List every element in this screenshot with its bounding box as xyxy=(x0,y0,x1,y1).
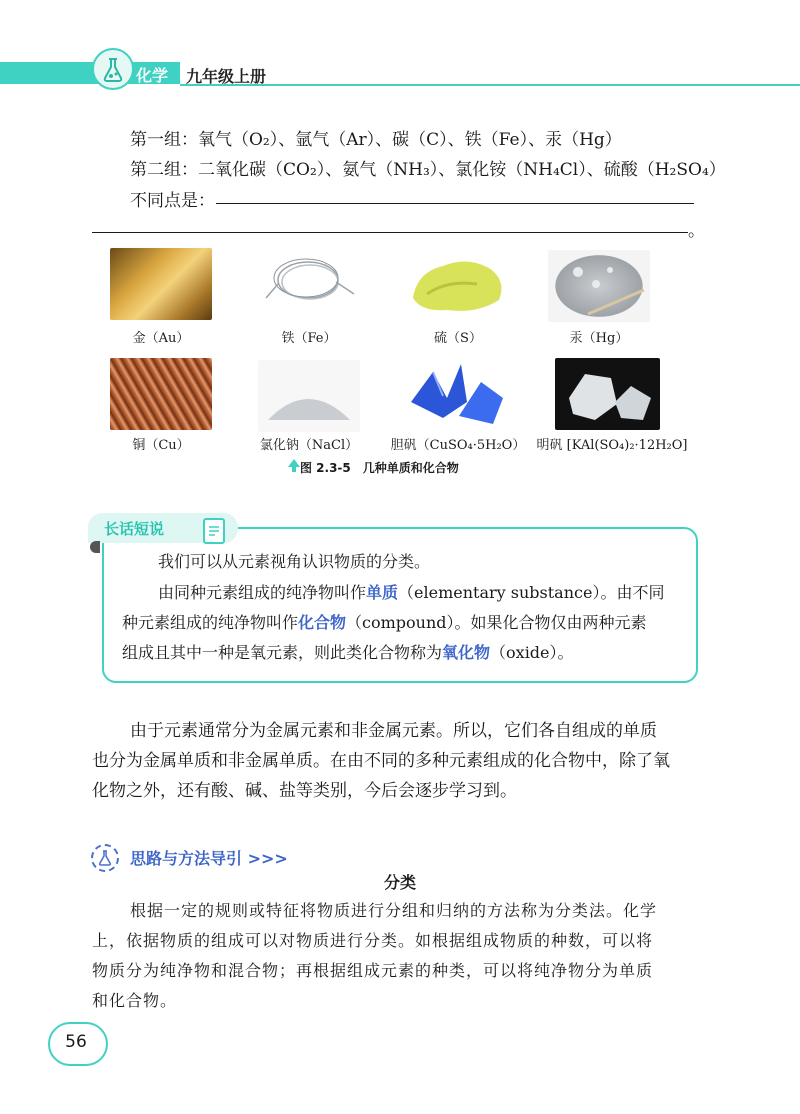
body-line-2: 也分为金属单质和非金属单质。在由不同的多种元素组成的化合物中，除了氧 xyxy=(92,751,670,771)
method-line-3: 物质分为纯净物和混合物；再根据组成元素的种类，可以将纯净物分为单质 xyxy=(92,961,654,980)
method-line-2: 上，依据物质的组成可以对物质进行分类。如根据组成物质的种数，可以将 xyxy=(92,931,654,950)
alum-photo xyxy=(555,358,660,430)
summary-p1: 我们可以从元素视角认识物质的分类。 xyxy=(158,552,431,571)
copper-photo xyxy=(110,358,212,430)
caption-mercury: 汞（Hg） xyxy=(569,331,629,346)
clipboard-icon xyxy=(203,518,225,544)
caption-copper: 铜（Cu） xyxy=(132,438,190,453)
method-heading: 分类 xyxy=(383,873,416,892)
exercise-group1: 第一组：氧气（O₂）、氩气（Ar）、碳（C）、铁（Fe）、汞（Hg） xyxy=(130,130,622,150)
method-line-4: 和化合物。 xyxy=(92,991,178,1010)
figure-caption: 图 2.3-5 几种单质和化合物 xyxy=(300,461,459,475)
keyword-oxide: 氧化物 xyxy=(442,643,491,662)
blue-vitriol-photo xyxy=(403,358,511,430)
caption-sulfur: 硫（S） xyxy=(434,331,482,346)
salt-photo xyxy=(258,360,360,432)
summary-p3: 种元素组成的纯净物叫作化合物（compound）。如果化合物仅由两种元素 xyxy=(122,613,647,632)
summary-p4: 组成且其中一种是氧元素，则此类化合物称为氧化物（oxide）。 xyxy=(122,643,574,662)
subject-label: 化学 xyxy=(136,66,169,85)
method-line-1: 根据一定的规则或特征将物质进行分组和归纳的方法称为分类法。化学 xyxy=(130,901,658,920)
header-rule xyxy=(180,84,800,86)
caption-iron: 铁（Fe） xyxy=(281,331,337,346)
flask-logo-icon xyxy=(92,48,134,90)
summary-tab-label: 长话短说 xyxy=(104,520,165,538)
keyword-elementary-substance: 单质 xyxy=(366,583,399,602)
caption-alum: 明矾 [KAl(SO₄)₂·12H₂O] xyxy=(536,438,688,453)
end-mark: 。 xyxy=(688,221,705,241)
exercise-group2: 第二组：二氧化碳（CO₂）、氨气（NH₃）、氯化铵（NH₄Cl）、硫酸（H₂SO₄） xyxy=(130,160,726,180)
grade-label: 九年级上册 xyxy=(186,67,267,86)
answer-blank-2[interactable] xyxy=(92,232,688,233)
answer-blank-1[interactable] xyxy=(216,203,694,204)
figure-arrow-icon xyxy=(288,459,300,467)
iron-wire-photo xyxy=(258,250,360,322)
mercury-photo xyxy=(548,250,650,322)
method-guide-title: 思路与方法导引 >>> xyxy=(130,849,288,868)
body-line-3: 化物之外，还有酸、碱、盐等类别，今后会逐步学习到。 xyxy=(92,781,517,801)
difference-label: 不同点是： xyxy=(130,191,215,211)
page-number: 56 xyxy=(65,1032,87,1052)
method-guide-icon xyxy=(91,844,119,872)
sulfur-photo xyxy=(407,250,509,322)
tab-notch xyxy=(90,541,100,553)
caption-gold: 金（Au） xyxy=(132,331,190,346)
gold-photo xyxy=(110,248,212,320)
body-line-1: 由于元素通常分为金属元素和非金属元素。所以，它们各自组成的单质 xyxy=(130,721,657,741)
summary-p2: 由同种元素组成的纯净物叫作单质（elementary substance）。由不同 xyxy=(158,583,665,602)
caption-blue-vitriol: 胆矾（CuSO₄·5H₂O） xyxy=(390,438,526,453)
caption-sodium-chloride: 氯化钠（NaCl） xyxy=(259,438,359,453)
keyword-compound: 化合物 xyxy=(298,613,347,632)
